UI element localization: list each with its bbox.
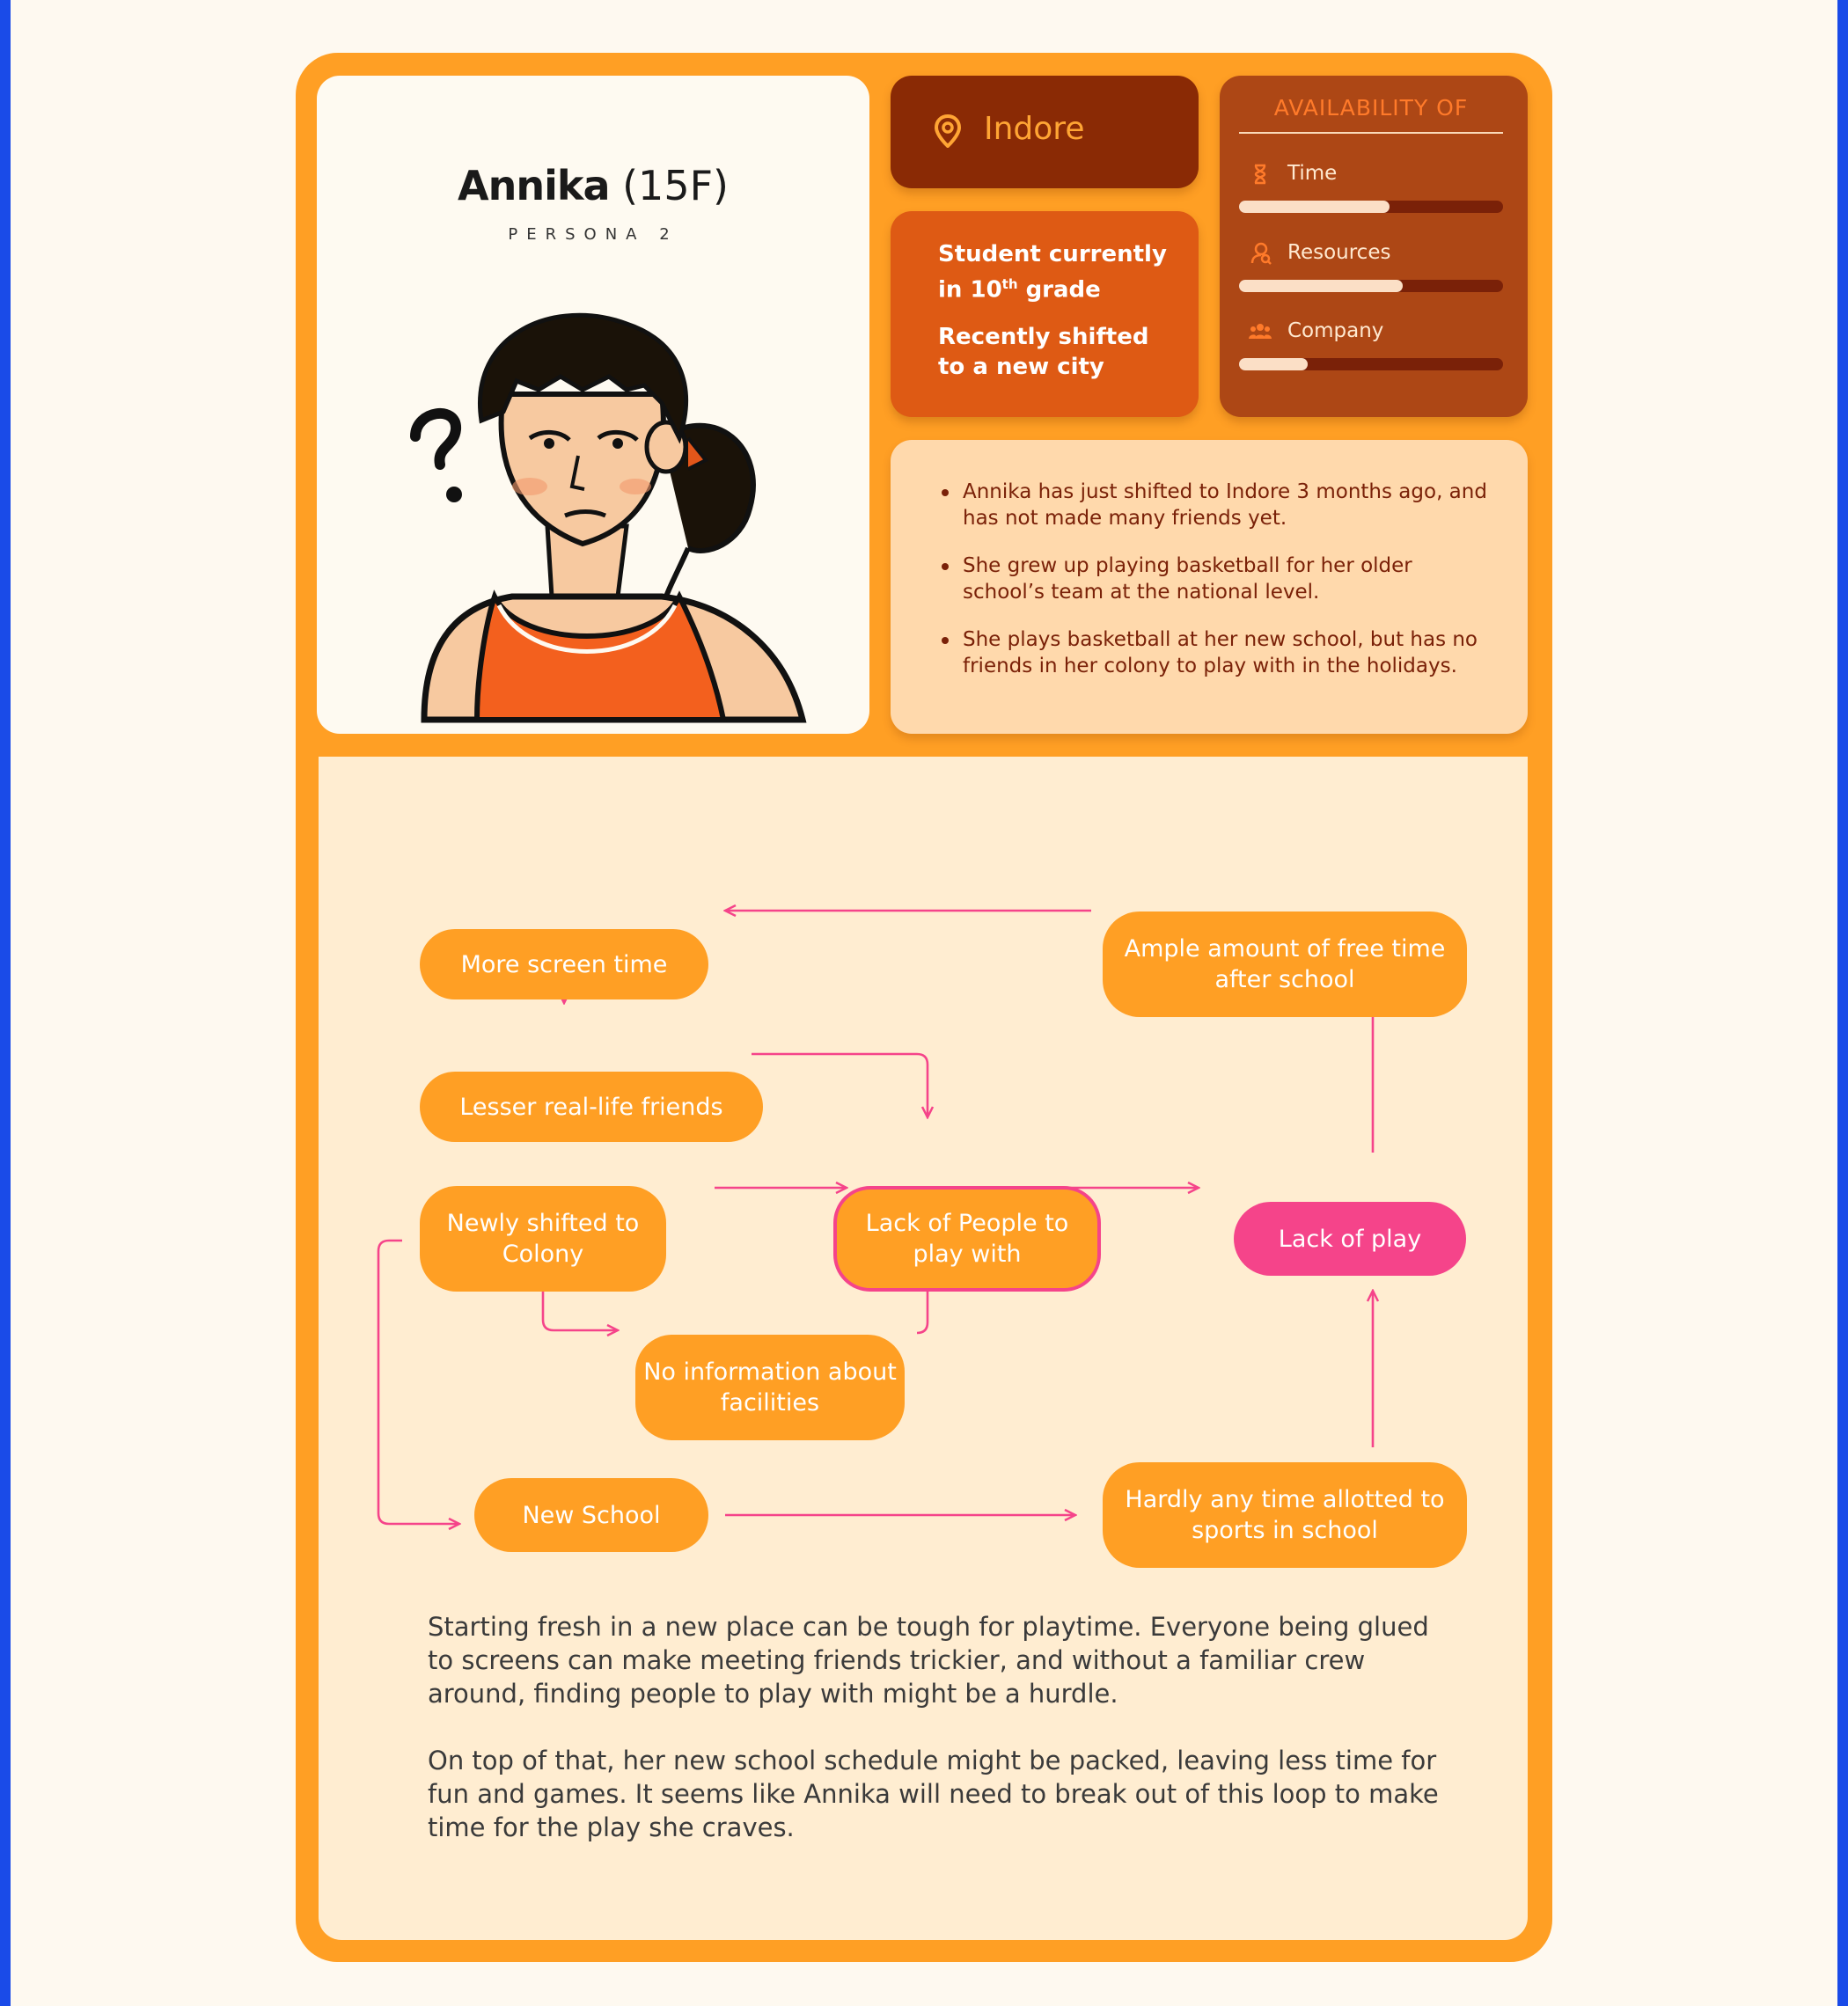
availability-company-track xyxy=(1239,358,1503,370)
bio-point: She grew up playing basketball for her older school’s team at the national level. xyxy=(942,553,1496,605)
node-free-time-after-school: Ample amount of free time after school xyxy=(1103,911,1467,1017)
location-badge xyxy=(891,76,1199,188)
student-grade-text: Student currently in 10 xyxy=(938,241,1167,304)
bio-point: Annika has just shifted to Indore 3 months ago, and has not made many friends yet. xyxy=(942,479,1496,531)
availability-title: AVAILABILITY OF xyxy=(1273,95,1469,121)
availability-time-fill xyxy=(1239,201,1390,213)
availability-time-track xyxy=(1239,201,1503,213)
flow-panel xyxy=(319,757,1528,1940)
availability-resources-fill xyxy=(1239,280,1403,292)
persona-card xyxy=(296,53,1552,1962)
node-newly-shifted: Newly shifted to Colony xyxy=(420,1186,666,1292)
student-relocation: Recently shifted to a new city xyxy=(938,324,1149,380)
persona-illustration xyxy=(398,306,811,728)
bio-panel xyxy=(891,440,1528,734)
profile-card xyxy=(317,76,869,734)
persona-title xyxy=(317,162,869,209)
availability-company-fill xyxy=(1239,358,1308,370)
student-grade-suffix: th xyxy=(1001,276,1018,292)
description xyxy=(428,1610,1440,1878)
left-edge-bar xyxy=(0,0,11,2006)
right-edge-bar xyxy=(1837,0,1848,2006)
availability-panel xyxy=(1220,76,1528,417)
hourglass-icon xyxy=(1248,162,1272,187)
student-grade xyxy=(938,239,1176,305)
node-lack-of-play: Lack of play xyxy=(1234,1202,1466,1276)
availability-time xyxy=(1239,162,1503,215)
node-new-school: New School xyxy=(474,1478,708,1552)
availability-time-label: Time xyxy=(1287,162,1338,185)
arrow-lesser-friends-to-lack-people xyxy=(752,1054,928,1117)
node-hardly-time-sports: Hardly any time allotted to sports in school xyxy=(1103,1462,1467,1568)
bio-point: She plays basketball at her new school, but has no friends in her colony to play with in the holidays. xyxy=(942,626,1496,679)
availability-resources-label: Resources xyxy=(1287,241,1391,264)
location-city: Indore xyxy=(984,111,1085,147)
bio-list xyxy=(942,479,1496,700)
description-paragraph: Starting fresh in a new place can be tough for playtime. Everyone being glued to screens can make meeting friends trickier, and without a familiar crew around, finding people to play with might be a hurdle. xyxy=(428,1612,1429,1709)
people-group-icon xyxy=(1248,319,1272,344)
node-no-information: No information about facilities xyxy=(635,1335,905,1440)
student-info xyxy=(891,211,1199,417)
availability-divider xyxy=(1239,132,1503,134)
persona-name: Annika xyxy=(457,162,610,209)
description-paragraph: On top of that, her new school schedule might be packed, leaving less time for fun and games. It seems like Annika will need to break out of this loop to make time for the play she craves. xyxy=(428,1746,1439,1842)
availability-resources-track xyxy=(1239,280,1503,292)
location-pin-icon xyxy=(935,114,961,148)
person-search-icon xyxy=(1248,241,1272,266)
availability-company xyxy=(1239,319,1503,372)
persona-label: PERSONA 2 xyxy=(508,225,678,244)
persona-age-gender: (15F) xyxy=(622,162,729,209)
node-lack-of-people: Lack of People to play with xyxy=(833,1186,1101,1292)
node-more-screen-time: More screen time xyxy=(420,929,708,999)
availability-company-label: Company xyxy=(1287,319,1384,342)
node-lesser-friends: Lesser real-life friends xyxy=(420,1072,763,1142)
student-grade-end: grade xyxy=(1017,276,1101,304)
availability-resources xyxy=(1239,241,1503,294)
